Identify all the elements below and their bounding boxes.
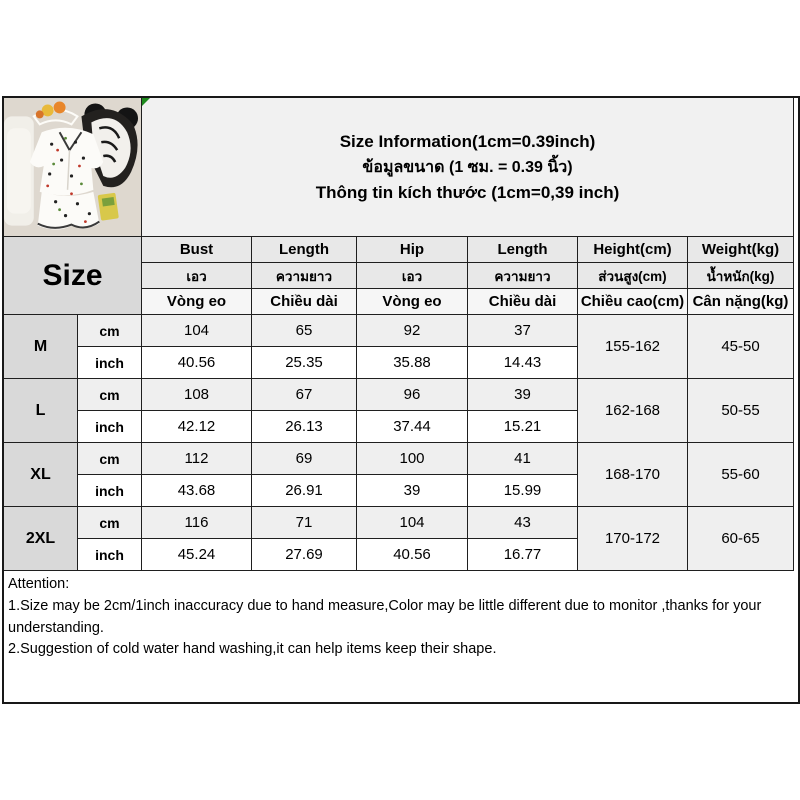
value-cell: 26.91 bbox=[252, 475, 357, 507]
value-cell: 27.69 bbox=[252, 539, 357, 571]
value-cell: 39 bbox=[468, 379, 578, 411]
value-cell: 41 bbox=[468, 443, 578, 475]
col-header-vi: Vòng eo bbox=[357, 289, 468, 315]
attention-note-1: 1.Size may be 2cm/1inch inaccuracy due to hand measure,Color may be little different due to monitor ,thanks for your understanding. bbox=[8, 597, 762, 636]
col-header-vi: Chiều dài bbox=[252, 289, 357, 315]
value-cell: 108 bbox=[142, 379, 252, 411]
col-header-en: Bust bbox=[142, 237, 252, 263]
unit-cell-inch: inch bbox=[78, 475, 142, 507]
product-photo bbox=[4, 98, 142, 237]
value-cell: 15.21 bbox=[468, 411, 578, 443]
attention-block bbox=[4, 571, 794, 702]
col-header-en: Height(cm) bbox=[578, 237, 688, 263]
value-cell: 15.99 bbox=[468, 475, 578, 507]
unit-cell-inch: inch bbox=[78, 539, 142, 571]
value-cell: 26.13 bbox=[252, 411, 357, 443]
value-cell: 16.77 bbox=[468, 539, 578, 571]
value-cell: 39 bbox=[357, 475, 468, 507]
col-header-en: Length bbox=[468, 237, 578, 263]
value-cell: 92 bbox=[357, 315, 468, 347]
cell-flag-indicator bbox=[142, 98, 150, 106]
value-cell: 104 bbox=[357, 507, 468, 539]
col-header-vi: Cân nặng(kg) bbox=[688, 289, 794, 315]
col-header-th: ความยาว bbox=[252, 263, 357, 289]
col-header-vi: Chiều dài bbox=[468, 289, 578, 315]
value-cell: 116 bbox=[142, 507, 252, 539]
size-cell-xl: XL bbox=[4, 443, 78, 507]
value-cell: 40.56 bbox=[357, 539, 468, 571]
value-cell: 100 bbox=[357, 443, 468, 475]
product-photo-illustration bbox=[4, 98, 141, 237]
unit-cell-cm: cm bbox=[78, 379, 142, 411]
weight-range-cell: 55-60 bbox=[688, 443, 794, 507]
value-cell: 35.88 bbox=[357, 347, 468, 379]
weight-range-cell: 50-55 bbox=[688, 379, 794, 443]
title-vietnamese: Thông tin kích thước (1cm=0,39 inch) bbox=[315, 182, 620, 202]
unit-cell-inch: inch bbox=[78, 347, 142, 379]
value-cell: 67 bbox=[252, 379, 357, 411]
title-block bbox=[142, 98, 794, 237]
unit-cell-cm: cm bbox=[78, 507, 142, 539]
attention-note-2: 2.Suggestion of cold water hand washing,it can help items keep their shape. bbox=[8, 641, 497, 658]
value-cell: 37 bbox=[468, 315, 578, 347]
value-cell: 42.12 bbox=[142, 411, 252, 443]
col-header-th: เอว bbox=[142, 263, 252, 289]
height-range-cell: 170-172 bbox=[578, 507, 688, 571]
unit-cell-inch: inch bbox=[78, 411, 142, 443]
value-cell: 45.24 bbox=[142, 539, 252, 571]
title-english: Size Information(1cm=0.39inch) bbox=[339, 131, 596, 151]
col-header-vi: Vòng eo bbox=[142, 289, 252, 315]
col-header-en: Length bbox=[252, 237, 357, 263]
value-cell: 40.56 bbox=[142, 347, 252, 379]
unit-cell-cm: cm bbox=[78, 315, 142, 347]
attention-heading: Attention: bbox=[8, 576, 70, 592]
height-range-cell: 155-162 bbox=[578, 315, 688, 379]
value-cell: 69 bbox=[252, 443, 357, 475]
col-header-th: ส่วนสูง(cm) bbox=[578, 263, 688, 289]
size-cell-m: M bbox=[4, 315, 78, 379]
col-header-en: Hip bbox=[357, 237, 468, 263]
value-cell: 37.44 bbox=[357, 411, 468, 443]
col-header-th: ความยาว bbox=[468, 263, 578, 289]
col-header-th: เอว bbox=[357, 263, 468, 289]
height-range-cell: 162-168 bbox=[578, 379, 688, 443]
height-range-cell: 168-170 bbox=[578, 443, 688, 507]
unit-cell-cm: cm bbox=[78, 443, 142, 475]
value-cell: 14.43 bbox=[468, 347, 578, 379]
value-cell: 104 bbox=[142, 315, 252, 347]
size-sheet bbox=[2, 96, 800, 704]
weight-range-cell: 60-65 bbox=[688, 507, 794, 571]
col-header-th: น้ำหนัก(kg) bbox=[688, 263, 794, 289]
size-corner-header: Size bbox=[4, 237, 142, 315]
size-cell-l: L bbox=[4, 379, 78, 443]
weight-range-cell: 45-50 bbox=[688, 315, 794, 379]
size-cell-2xl: 2XL bbox=[4, 507, 78, 571]
col-header-en: Weight(kg) bbox=[688, 237, 794, 263]
value-cell: 96 bbox=[357, 379, 468, 411]
col-header-vi: Chiều cao(cm) bbox=[578, 289, 688, 315]
value-cell: 65 bbox=[252, 315, 357, 347]
value-cell: 43.68 bbox=[142, 475, 252, 507]
title-thai: ข้อมูลขนาด (1 ซม. = 0.39 นิ้ว) bbox=[362, 158, 573, 176]
value-cell: 112 bbox=[142, 443, 252, 475]
value-cell: 71 bbox=[252, 507, 357, 539]
value-cell: 25.35 bbox=[252, 347, 357, 379]
value-cell: 43 bbox=[468, 507, 578, 539]
